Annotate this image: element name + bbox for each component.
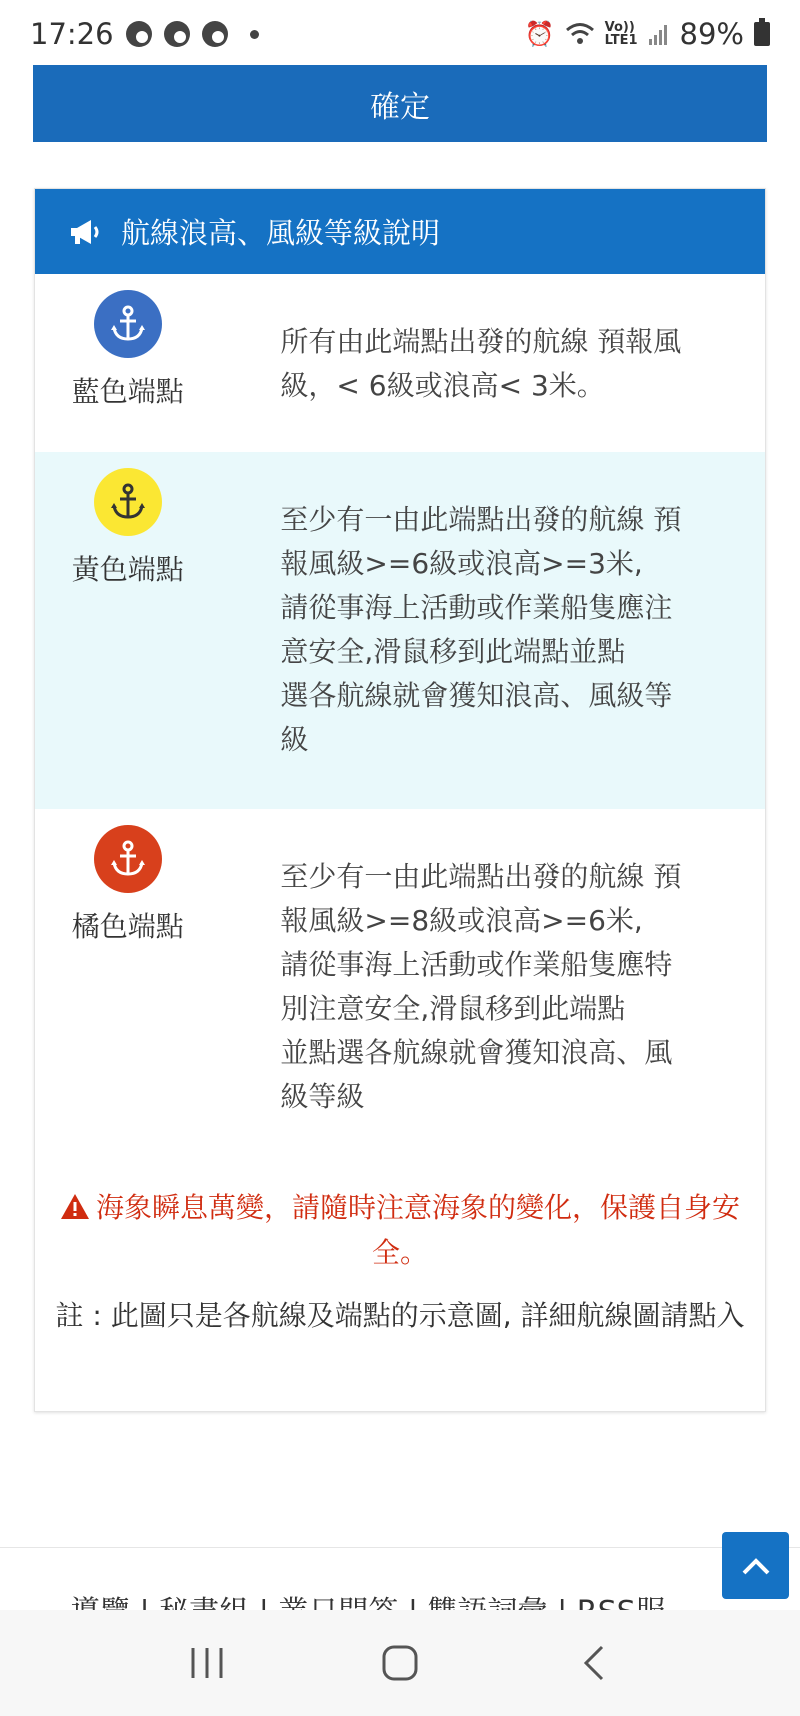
wifi-icon xyxy=(565,22,595,46)
description-line: 至少有一由此端點出發的航線 預 xyxy=(280,503,682,536)
recent-apps-button[interactable] xyxy=(177,1633,237,1693)
legend-title: 航線浪高、風級等級說明 xyxy=(121,216,441,250)
footer-divider xyxy=(0,1547,800,1548)
back-button[interactable] xyxy=(563,1633,623,1693)
status-bar xyxy=(0,0,800,68)
description-line: 至少有一由此端點出發的航線 預 xyxy=(280,860,682,893)
chrome-icon xyxy=(164,21,190,47)
description-line: 級 xyxy=(280,723,309,756)
battery-percent: 89% xyxy=(679,17,744,51)
dot-icon xyxy=(250,30,259,39)
legend-header xyxy=(35,189,765,274)
recent-apps-icon xyxy=(187,1645,227,1681)
home-icon xyxy=(380,1643,420,1683)
legend-row-orange xyxy=(35,809,765,1141)
description-line: 請從事海上活動或作業船隻應特 xyxy=(280,948,673,981)
signal-icon xyxy=(648,22,670,46)
description-line: 級，< 6級或浪高< 3米。 xyxy=(280,369,605,402)
volte-label: Vo)) xyxy=(604,20,635,35)
android-nav-bar xyxy=(0,1610,800,1716)
legend-row-yellow xyxy=(35,452,765,809)
orange-endpoint-marker xyxy=(94,825,162,893)
warning-text: 海象瞬息萬變，請隨時注意海象的變化，保護自身安全。 xyxy=(95,1191,740,1269)
marker-label-yellow: 黃色端點 xyxy=(71,553,184,586)
description-line: 選各航線就會獲知浪高、風級等 xyxy=(280,679,673,712)
chrome-icon xyxy=(202,21,228,47)
description-line: 請從事海上活動或作業船隻應注 xyxy=(280,591,673,624)
description-line: 別注意安全,滑鼠移到此端點 xyxy=(280,992,626,1025)
chrome-icon xyxy=(126,21,152,47)
yellow-endpoint-marker xyxy=(94,468,162,536)
legend-description-yellow xyxy=(220,452,765,809)
legend-row-blue xyxy=(35,274,765,452)
description-line: 意安全,滑鼠移到此端點並點 xyxy=(280,635,626,668)
status-time: 17:26 xyxy=(30,17,114,51)
description-line: 報風級>=6級或浪高>=3米, xyxy=(280,547,643,580)
back-icon xyxy=(578,1643,608,1683)
back-to-top-button[interactable] xyxy=(722,1532,789,1599)
network-indicator xyxy=(605,21,638,47)
confirm-button[interactable]: 確定 xyxy=(33,65,767,142)
anchor-icon xyxy=(108,482,148,522)
description-line: 所有由此端點出發的航線 預報風 xyxy=(280,325,682,358)
legend-description-blue xyxy=(220,274,765,452)
blue-endpoint-marker xyxy=(94,290,162,358)
home-button[interactable] xyxy=(370,1633,430,1693)
description-line: 報風級>=8級或浪高>=6米, xyxy=(280,904,643,937)
marker-label-orange: 橘色端點 xyxy=(71,910,184,943)
warning-icon xyxy=(60,1193,90,1220)
alarm-icon: ⏰ xyxy=(524,20,555,48)
chevron-up-icon xyxy=(741,1556,771,1576)
description-line: 並點選各航線就會獲知浪高、風 xyxy=(280,1036,673,1069)
legend-card xyxy=(34,188,766,1412)
footer-links[interactable] xyxy=(70,1598,666,1610)
battery-icon xyxy=(754,22,770,46)
safety-warning xyxy=(35,1185,765,1275)
description-line: 級等級 xyxy=(280,1080,365,1113)
anchor-icon xyxy=(108,839,148,879)
lte-label: LTE1 xyxy=(604,33,638,48)
anchor-icon xyxy=(108,304,148,344)
legend-description-orange xyxy=(220,809,765,1141)
map-note: 註 : 此圖只是各航線及端點的示意圖, 詳細航線圖請點入 xyxy=(55,1299,745,1332)
marker-label-blue: 藍色端點 xyxy=(71,375,184,408)
megaphone-icon xyxy=(69,218,101,246)
